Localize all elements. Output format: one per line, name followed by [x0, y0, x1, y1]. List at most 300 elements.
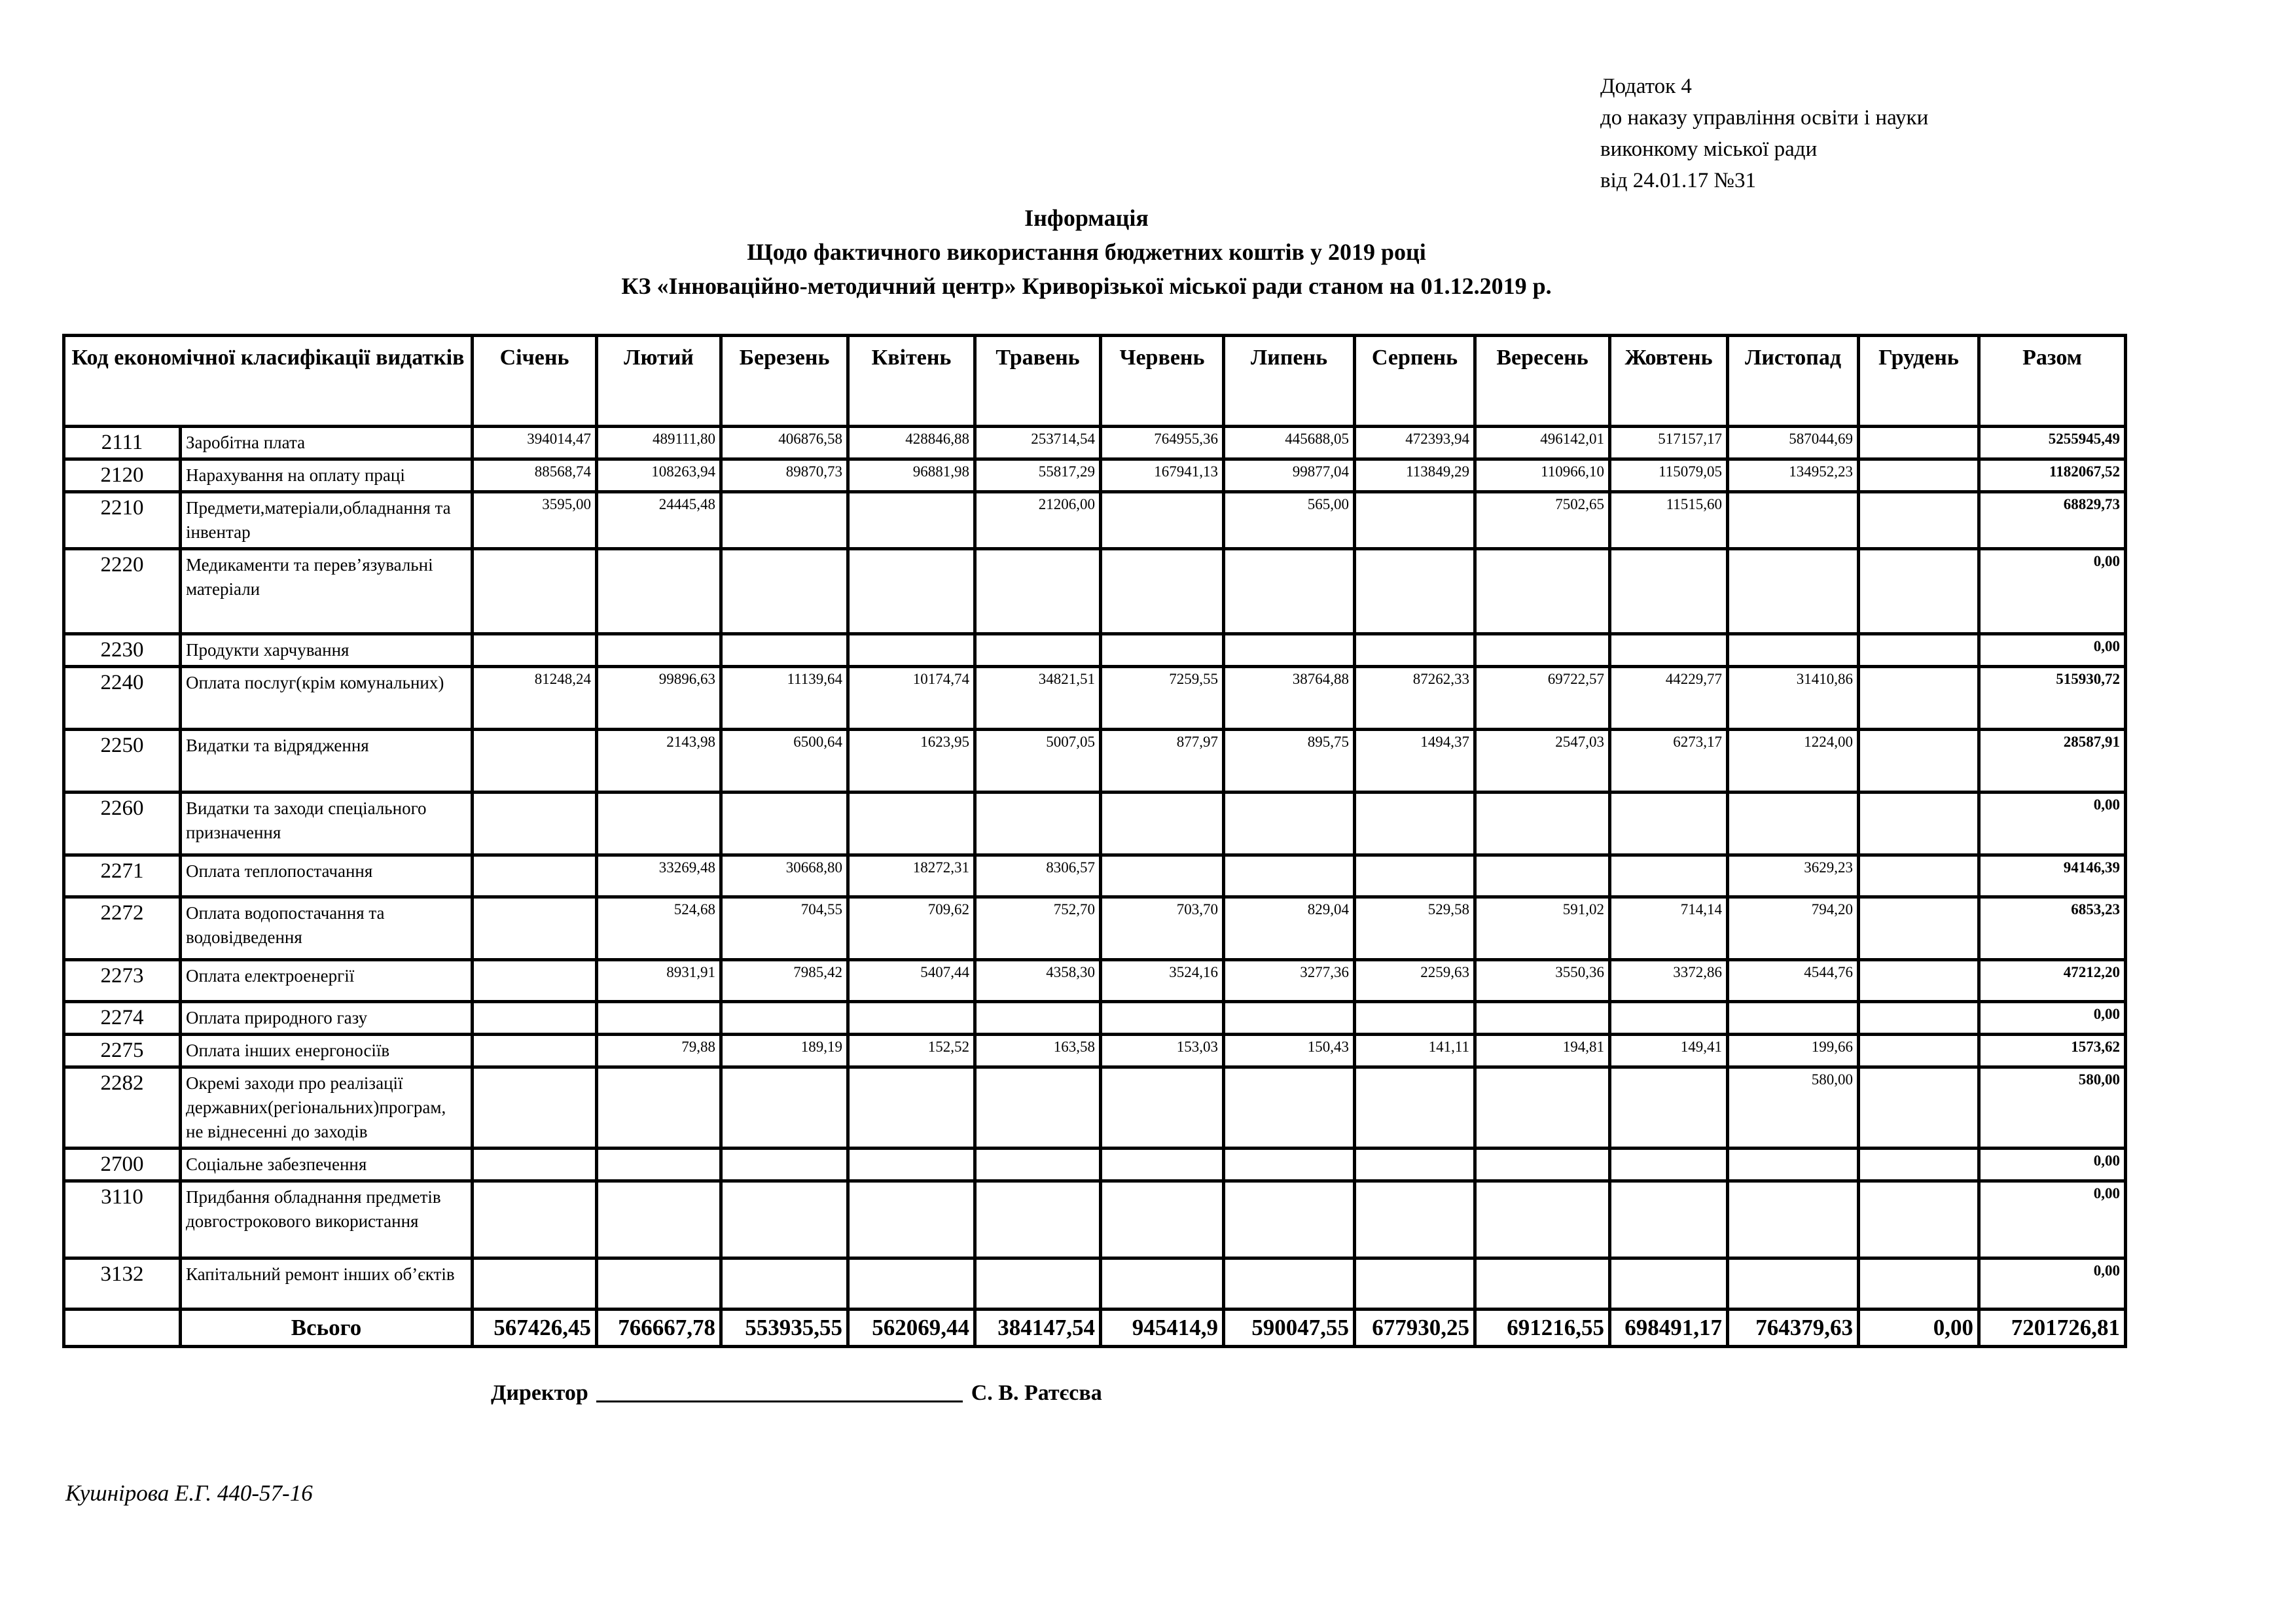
month-value-cell	[1101, 1181, 1224, 1258]
month-value-cell: 2143,98	[597, 730, 721, 793]
total-month-cell: 945414,9	[1101, 1310, 1224, 1347]
row-code: 2120	[64, 459, 181, 492]
month-value-cell: 3277,36	[1224, 960, 1355, 1002]
month-value-cell: 3524,16	[1101, 960, 1224, 1002]
row-name: Оплата водопостачання та водовідведення	[181, 897, 473, 960]
header-month: Лютий	[597, 336, 721, 427]
month-value-cell: 11139,64	[721, 667, 848, 730]
month-value-cell	[1859, 793, 1979, 855]
header-month: Травень	[975, 336, 1101, 427]
month-value-cell: 150,43	[1224, 1035, 1355, 1067]
appendix-line: виконкому міської ради	[1600, 137, 1818, 161]
table-header-row	[64, 336, 2126, 427]
total-month-cell: 553935,55	[721, 1310, 848, 1347]
month-value-cell: 253714,54	[975, 427, 1101, 459]
table-row	[64, 1149, 2126, 1181]
row-code: 2273	[64, 960, 181, 1002]
month-value-cell: 7259,55	[1101, 667, 1224, 730]
month-value-cell: 34821,51	[975, 667, 1101, 730]
row-total: 47212,20	[1979, 960, 2126, 1002]
title-line: Щодо фактичного використання бюджетних коштів у 2019 році	[747, 239, 1426, 265]
title-line: Інформація	[1024, 205, 1149, 231]
table-row	[64, 730, 2126, 793]
month-value-cell	[721, 634, 848, 667]
row-total: 1573,62	[1979, 1035, 2126, 1067]
month-value-cell	[721, 1067, 848, 1149]
row-name: Оплата послуг(крім комунальних)	[181, 667, 473, 730]
row-total: 0,00	[1979, 634, 2126, 667]
month-value-cell	[1224, 1002, 1355, 1035]
month-value-cell: 1224,00	[1728, 730, 1859, 793]
month-value-cell: 7502,65	[1475, 492, 1610, 549]
month-value-cell	[848, 1002, 975, 1035]
month-value-cell	[975, 1181, 1101, 1258]
month-value-cell	[975, 634, 1101, 667]
row-total: 28587,91	[1979, 730, 2126, 793]
month-value-cell	[597, 1258, 721, 1310]
month-value-cell: 33269,48	[597, 855, 721, 897]
executor-contact: Кушнірова Е.Г. 440-57-16	[65, 1480, 313, 1506]
month-value-cell	[1224, 793, 1355, 855]
month-value-cell	[1859, 492, 1979, 549]
month-value-cell	[1859, 730, 1979, 793]
month-value-cell	[848, 793, 975, 855]
month-value-cell	[1610, 1181, 1728, 1258]
month-value-cell	[1859, 897, 1979, 960]
month-value-cell	[1728, 1181, 1859, 1258]
month-value-cell	[1224, 855, 1355, 897]
row-total: 1182067,52	[1979, 459, 2126, 492]
month-value-cell	[1610, 1258, 1728, 1310]
row-total: 515930,72	[1979, 667, 2126, 730]
month-value-cell: 829,04	[1224, 897, 1355, 960]
month-value-cell: 7985,42	[721, 960, 848, 1002]
month-value-cell: 108263,94	[597, 459, 721, 492]
header-month: Червень	[1101, 336, 1224, 427]
month-value-cell: 87262,33	[1355, 667, 1475, 730]
row-name: Соціальне забезпечення	[181, 1149, 473, 1181]
header-month: Листопад	[1728, 336, 1859, 427]
month-value-cell: 18272,31	[848, 855, 975, 897]
total-month-cell: 677930,25	[1355, 1310, 1475, 1347]
month-value-cell	[721, 1149, 848, 1181]
table-row	[64, 459, 2126, 492]
month-value-cell	[1859, 459, 1979, 492]
month-value-cell	[975, 1002, 1101, 1035]
document-title	[0, 201, 2173, 303]
signature-role: Директор	[491, 1381, 588, 1405]
month-value-cell: 5007,05	[975, 730, 1101, 793]
month-value-cell: 8306,57	[975, 855, 1101, 897]
month-value-cell	[1859, 1067, 1979, 1149]
month-value-cell	[1224, 1067, 1355, 1149]
month-value-cell: 2547,03	[1475, 730, 1610, 793]
table-row	[64, 1181, 2126, 1258]
table-row	[64, 667, 2126, 730]
month-value-cell	[597, 1181, 721, 1258]
month-value-cell: 11515,60	[1610, 492, 1728, 549]
month-value-cell: 44229,77	[1610, 667, 1728, 730]
month-value-cell	[1728, 549, 1859, 634]
month-value-cell: 703,70	[1101, 897, 1224, 960]
month-value-cell	[1475, 1002, 1610, 1035]
month-value-cell: 4544,76	[1728, 960, 1859, 1002]
row-name: Оплата теплопостачання	[181, 855, 473, 897]
month-value-cell	[1355, 1067, 1475, 1149]
month-value-cell	[721, 793, 848, 855]
month-value-cell	[1859, 1002, 1979, 1035]
month-value-cell	[1101, 492, 1224, 549]
signature-block	[491, 1381, 1102, 1406]
row-name: Капітальний ремонт інших об’єктів	[181, 1258, 473, 1310]
row-name: Окремі заходи про реалізації державних(регіональних)програм, не віднесенні до заходів	[181, 1067, 473, 1149]
header-month: Квітень	[848, 336, 975, 427]
month-value-cell	[1224, 549, 1355, 634]
month-value-cell	[473, 855, 597, 897]
month-value-cell	[1101, 1149, 1224, 1181]
month-value-cell	[473, 1035, 597, 1067]
month-value-cell: 167941,13	[1101, 459, 1224, 492]
header-month: Серпень	[1355, 336, 1475, 427]
total-row-empty-cell	[64, 1310, 181, 1347]
month-value-cell	[1475, 855, 1610, 897]
month-value-cell	[1610, 634, 1728, 667]
month-value-cell	[1475, 1258, 1610, 1310]
table-row	[64, 1258, 2126, 1310]
month-value-cell: 141,11	[1355, 1035, 1475, 1067]
total-month-cell: 0,00	[1859, 1310, 1979, 1347]
appendix-line: Додаток 4	[1600, 75, 1692, 98]
row-code: 2275	[64, 1035, 181, 1067]
month-value-cell	[1728, 793, 1859, 855]
appendix-line: до наказу управління освіти і науки	[1600, 106, 1929, 130]
month-value-cell: 10174,74	[848, 667, 975, 730]
month-value-cell	[721, 492, 848, 549]
month-value-cell	[1610, 1149, 1728, 1181]
table-row	[64, 1067, 2126, 1149]
month-value-cell	[1224, 1149, 1355, 1181]
month-value-cell	[975, 1258, 1101, 1310]
table-row	[64, 427, 2126, 459]
month-value-cell	[1859, 1258, 1979, 1310]
row-code: 2700	[64, 1149, 181, 1181]
row-name: Оплата електроенергії	[181, 960, 473, 1002]
month-value-cell	[721, 1181, 848, 1258]
month-value-cell: 587044,69	[1728, 427, 1859, 459]
month-value-cell	[721, 549, 848, 634]
month-value-cell: 115079,05	[1610, 459, 1728, 492]
month-value-cell	[1224, 1181, 1355, 1258]
total-month-cell: 567426,45	[473, 1310, 597, 1347]
month-value-cell	[1101, 634, 1224, 667]
month-value-cell	[1859, 855, 1979, 897]
month-value-cell	[1355, 492, 1475, 549]
month-value-cell: 1623,95	[848, 730, 975, 793]
month-value-cell	[1355, 1149, 1475, 1181]
table-row	[64, 492, 2126, 549]
row-total: 94146,39	[1979, 855, 2126, 897]
month-value-cell: 199,66	[1728, 1035, 1859, 1067]
month-value-cell	[473, 1258, 597, 1310]
month-value-cell	[848, 1067, 975, 1149]
month-value-cell: 153,03	[1101, 1035, 1224, 1067]
month-value-cell: 6273,17	[1610, 730, 1728, 793]
month-value-cell: 489111,80	[597, 427, 721, 459]
month-value-cell	[1355, 855, 1475, 897]
appendix-line: від 24.01.17 №31	[1600, 169, 1757, 192]
row-code: 3132	[64, 1258, 181, 1310]
month-value-cell	[473, 1002, 597, 1035]
month-value-cell	[1355, 549, 1475, 634]
row-name: Оплата природного газу	[181, 1002, 473, 1035]
row-name: Видатки та заходи спеціального призначення	[181, 793, 473, 855]
month-value-cell: 764955,36	[1101, 427, 1224, 459]
row-total: 5255945,49	[1979, 427, 2126, 459]
month-value-cell	[848, 1258, 975, 1310]
month-value-cell	[1355, 1181, 1475, 1258]
month-value-cell	[1728, 1002, 1859, 1035]
month-value-cell	[473, 634, 597, 667]
month-value-cell: 96881,98	[848, 459, 975, 492]
total-row-label: Всього	[181, 1310, 473, 1347]
row-total: 0,00	[1979, 549, 2126, 634]
header-month: Березень	[721, 336, 848, 427]
month-value-cell	[1728, 634, 1859, 667]
month-value-cell	[1610, 793, 1728, 855]
total-month-cell: 766667,78	[597, 1310, 721, 1347]
signature-line	[596, 1400, 963, 1402]
month-value-cell	[848, 1149, 975, 1181]
header-total: Разом	[1979, 336, 2126, 427]
row-code: 2282	[64, 1067, 181, 1149]
month-value-cell	[1101, 793, 1224, 855]
month-value-cell: 709,62	[848, 897, 975, 960]
month-value-cell: 189,19	[721, 1035, 848, 1067]
month-value-cell: 2259,63	[1355, 960, 1475, 1002]
month-value-cell	[473, 897, 597, 960]
month-value-cell	[1475, 793, 1610, 855]
month-value-cell	[848, 1181, 975, 1258]
month-value-cell	[848, 492, 975, 549]
total-month-cell: 384147,54	[975, 1310, 1101, 1347]
month-value-cell: 81248,24	[473, 667, 597, 730]
month-value-cell	[473, 549, 597, 634]
month-value-cell: 113849,29	[1355, 459, 1475, 492]
month-value-cell: 877,97	[1101, 730, 1224, 793]
header-month: Вересень	[1475, 336, 1610, 427]
month-value-cell	[1859, 549, 1979, 634]
month-value-cell	[1859, 960, 1979, 1002]
month-value-cell: 194,81	[1475, 1035, 1610, 1067]
row-code: 2271	[64, 855, 181, 897]
month-value-cell: 565,00	[1224, 492, 1355, 549]
month-value-cell: 4358,30	[975, 960, 1101, 1002]
month-value-cell	[1355, 793, 1475, 855]
table-row	[64, 1035, 2126, 1067]
row-name: Медикаменти та перев’язувальні матеріали	[181, 549, 473, 634]
month-value-cell	[1728, 1258, 1859, 1310]
month-value-cell: 445688,05	[1224, 427, 1355, 459]
row-total: 0,00	[1979, 1258, 2126, 1310]
row-total: 0,00	[1979, 793, 2126, 855]
month-value-cell	[1355, 1258, 1475, 1310]
month-value-cell	[597, 1067, 721, 1149]
month-value-cell	[473, 793, 597, 855]
month-value-cell	[1610, 1067, 1728, 1149]
month-value-cell: 714,14	[1610, 897, 1728, 960]
month-value-cell	[848, 634, 975, 667]
row-total: 0,00	[1979, 1002, 2126, 1035]
month-value-cell: 704,55	[721, 897, 848, 960]
month-value-cell	[1610, 855, 1728, 897]
month-value-cell	[1101, 1067, 1224, 1149]
month-value-cell: 149,41	[1610, 1035, 1728, 1067]
month-value-cell	[1224, 634, 1355, 667]
table-row	[64, 897, 2126, 960]
row-name: Нарахування на оплату праці	[181, 459, 473, 492]
month-value-cell: 152,52	[848, 1035, 975, 1067]
row-code: 2250	[64, 730, 181, 793]
header-month: Січень	[473, 336, 597, 427]
month-value-cell: 496142,01	[1475, 427, 1610, 459]
row-total: 580,00	[1979, 1067, 2126, 1149]
month-value-cell: 3550,36	[1475, 960, 1610, 1002]
row-name: Оплата інших енергоносіїв	[181, 1035, 473, 1067]
month-value-cell: 55817,29	[975, 459, 1101, 492]
table-row	[64, 1002, 2126, 1035]
month-value-cell: 110966,10	[1475, 459, 1610, 492]
month-value-cell: 529,58	[1355, 897, 1475, 960]
month-value-cell: 752,70	[975, 897, 1101, 960]
month-value-cell: 406876,58	[721, 427, 848, 459]
month-value-cell: 31410,86	[1728, 667, 1859, 730]
month-value-cell: 428846,88	[848, 427, 975, 459]
month-value-cell	[975, 549, 1101, 634]
total-month-cell: 764379,63	[1728, 1310, 1859, 1347]
month-value-cell: 3595,00	[473, 492, 597, 549]
month-value-cell: 134952,23	[1728, 459, 1859, 492]
month-value-cell	[975, 793, 1101, 855]
table-row	[64, 549, 2126, 634]
month-value-cell: 24445,48	[597, 492, 721, 549]
month-value-cell	[473, 730, 597, 793]
month-value-cell	[721, 1258, 848, 1310]
month-value-cell: 38764,88	[1224, 667, 1355, 730]
month-value-cell: 591,02	[1475, 897, 1610, 960]
month-value-cell	[597, 549, 721, 634]
month-value-cell: 3372,86	[1610, 960, 1728, 1002]
month-value-cell	[1859, 667, 1979, 730]
month-value-cell	[473, 1149, 597, 1181]
row-code: 3110	[64, 1181, 181, 1258]
month-value-cell: 5407,44	[848, 960, 975, 1002]
month-value-cell: 21206,00	[975, 492, 1101, 549]
header-code: Код економічної класифікації видатків	[64, 336, 473, 427]
title-line: КЗ «Інноваційно-методичний центр» Криворізької міської ради станом на 01.12.2019 р.	[621, 273, 1552, 299]
month-value-cell: 88568,74	[473, 459, 597, 492]
month-value-cell	[1101, 549, 1224, 634]
total-month-cell: 562069,44	[848, 1310, 975, 1347]
month-value-cell: 580,00	[1728, 1067, 1859, 1149]
header-month: Липень	[1224, 336, 1355, 427]
month-value-cell	[1355, 1002, 1475, 1035]
row-total: 0,00	[1979, 1149, 2126, 1181]
month-value-cell: 524,68	[597, 897, 721, 960]
total-row	[64, 1310, 2126, 1347]
month-value-cell	[1728, 1149, 1859, 1181]
month-value-cell	[1859, 634, 1979, 667]
month-value-cell: 99896,63	[597, 667, 721, 730]
row-name: Заробітна плата	[181, 427, 473, 459]
header-month: Грудень	[1859, 336, 1979, 427]
month-value-cell: 1494,37	[1355, 730, 1475, 793]
month-value-cell: 69722,57	[1475, 667, 1610, 730]
month-value-cell	[473, 960, 597, 1002]
month-value-cell	[1859, 1181, 1979, 1258]
month-value-cell	[1728, 492, 1859, 549]
row-code: 2111	[64, 427, 181, 459]
month-value-cell	[1355, 634, 1475, 667]
table-row	[64, 960, 2126, 1002]
month-value-cell: 163,58	[975, 1035, 1101, 1067]
appendix-header	[1600, 71, 1928, 196]
month-value-cell	[473, 1067, 597, 1149]
row-code: 2274	[64, 1002, 181, 1035]
month-value-cell	[1101, 855, 1224, 897]
signature-name: С. В. Ратєсва	[971, 1381, 1102, 1405]
month-value-cell	[1475, 549, 1610, 634]
row-total: 0,00	[1979, 1181, 2126, 1258]
row-name: Предмети,матеріали,обладнання та інвентар	[181, 492, 473, 549]
month-value-cell	[848, 549, 975, 634]
row-code: 2230	[64, 634, 181, 667]
month-value-cell	[1475, 634, 1610, 667]
month-value-cell: 8931,91	[597, 960, 721, 1002]
month-value-cell	[1475, 1067, 1610, 1149]
month-value-cell: 517157,17	[1610, 427, 1728, 459]
grand-total: 7201726,81	[1979, 1310, 2126, 1347]
month-value-cell: 794,20	[1728, 897, 1859, 960]
month-value-cell	[597, 634, 721, 667]
month-value-cell	[597, 793, 721, 855]
row-total: 68829,73	[1979, 492, 2126, 549]
month-value-cell	[1101, 1258, 1224, 1310]
month-value-cell	[1475, 1149, 1610, 1181]
month-value-cell	[975, 1149, 1101, 1181]
month-value-cell: 895,75	[1224, 730, 1355, 793]
table-row	[64, 793, 2126, 855]
month-value-cell: 99877,04	[1224, 459, 1355, 492]
total-month-cell: 691216,55	[1475, 1310, 1610, 1347]
month-value-cell	[721, 1002, 848, 1035]
month-value-cell	[473, 1181, 597, 1258]
month-value-cell: 394014,47	[473, 427, 597, 459]
total-month-cell: 698491,17	[1610, 1310, 1728, 1347]
row-code: 2272	[64, 897, 181, 960]
row-name: Продукти харчування	[181, 634, 473, 667]
month-value-cell	[1475, 1181, 1610, 1258]
month-value-cell	[1101, 1002, 1224, 1035]
row-total: 6853,23	[1979, 897, 2126, 960]
month-value-cell	[1859, 1035, 1979, 1067]
row-name: Видатки та відрядження	[181, 730, 473, 793]
header-month: Жовтень	[1610, 336, 1728, 427]
month-value-cell: 79,88	[597, 1035, 721, 1067]
month-value-cell: 6500,64	[721, 730, 848, 793]
month-value-cell: 3629,23	[1728, 855, 1859, 897]
budget-table	[62, 334, 2127, 1348]
month-value-cell	[1224, 1258, 1355, 1310]
